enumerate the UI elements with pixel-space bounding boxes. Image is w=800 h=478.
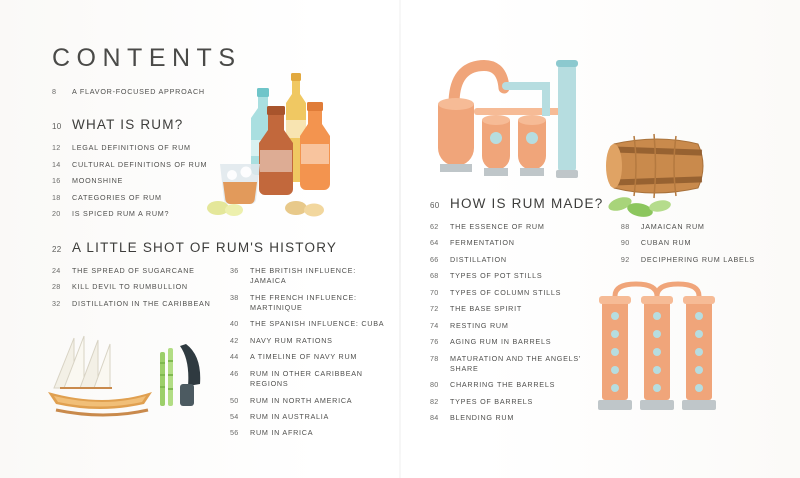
toc-entry-label: NAVY RUM RATIONS — [250, 335, 333, 345]
toc-entry-page-number: 80 — [430, 380, 439, 390]
toc-entry[interactable] — [230, 412, 390, 422]
toc-entry[interactable] — [430, 397, 605, 407]
toc-entry-label: AGING RUM IN BARRELS — [450, 337, 552, 347]
toc-entry-label: A TIMELINE OF NAVY RUM — [250, 352, 358, 362]
toc-entry[interactable] — [430, 354, 605, 375]
toc-entry-page-number: 92 — [620, 254, 630, 264]
toc-entry-label: A FLAVOR-FOCUSED APPROACH — [72, 87, 205, 96]
toc-entry[interactable] — [430, 304, 605, 314]
toc-entry-label: THE FRENCH INFLUENCE: MARTINIQUE — [250, 292, 357, 312]
toc-entry-page-number: 24 — [52, 265, 61, 275]
section-title: A LITTLE SHOT OF RUM'S HISTORY — [72, 239, 338, 255]
toc-entry-label: JAMAICAN RUM — [640, 222, 705, 231]
toc-entry[interactable] — [52, 266, 212, 276]
toc-entry-page-number: 28 — [52, 282, 61, 292]
toc-entry-page-number: 90 — [620, 238, 630, 248]
book-spine — [399, 0, 401, 478]
toc-entry[interactable] — [230, 336, 390, 346]
toc-entry-page-number: 18 — [52, 192, 61, 202]
toc-entry-page-number: 66 — [430, 254, 439, 264]
toc-entry-label: DISTILLATION — [450, 254, 507, 264]
toc-entry-label: TYPES OF POT STILLS — [450, 271, 543, 281]
toc-entry-label: MATURATION AND THE ANGELS' SHARE — [450, 353, 582, 373]
polynesian-canoe-illustration — [40, 330, 220, 420]
toc-entry-label: DISTILLATION IN THE CARIBBEAN — [72, 298, 211, 308]
toc-entry[interactable] — [230, 428, 390, 438]
toc-entry[interactable] — [430, 238, 605, 248]
toc-entry-page-number: 76 — [430, 337, 439, 347]
toc-entry-label: DECIPHERING RUM LABELS — [640, 254, 755, 264]
toc-entry-label: THE SPREAD OF SUGARCANE — [72, 265, 195, 275]
toc-entry-page-number: 70 — [430, 287, 439, 297]
toc-entry-page-number: 88 — [620, 222, 630, 231]
toc-entry-label: CUBAN RUM — [640, 238, 692, 248]
toc-entry[interactable] — [52, 299, 212, 309]
toc-entry[interactable] — [621, 238, 770, 248]
toc-entry[interactable] — [621, 255, 770, 265]
toc-entry-label: RUM IN AUSTRALIA — [250, 412, 330, 421]
toc-entry-page-number: 56 — [230, 428, 239, 438]
toc-entry-page-number: 50 — [230, 395, 239, 405]
toc-entry-label: KILL DEVIL TO RUMBULLION — [72, 282, 188, 292]
toc-entry-page-number: 68 — [430, 271, 439, 281]
toc-entry-page-number: 84 — [430, 413, 439, 423]
toc-entry-label: TYPES OF COLUMN STILLS — [450, 287, 562, 297]
toc-entry[interactable] — [430, 288, 605, 298]
section-title: WHAT IS RUM? — [72, 117, 184, 133]
toc-entry[interactable] — [430, 380, 605, 390]
section-title: HOW IS RUM MADE? — [450, 196, 604, 211]
toc-entry[interactable] — [230, 352, 390, 362]
section-header-rums-history[interactable] — [52, 240, 392, 255]
toc-entry-page-number: 8 — [52, 87, 57, 96]
page-title: CONTENTS — [52, 44, 242, 72]
toc-entry[interactable] — [230, 319, 390, 329]
toc-entry[interactable] — [430, 271, 605, 281]
toc-entry[interactable] — [52, 282, 212, 292]
section-page-number: 22 — [52, 244, 62, 254]
toc-entry-label: RUM IN NORTH AMERICA — [250, 395, 353, 405]
toc-entry-label: IS SPICED RUM A RUM? — [72, 209, 170, 219]
toc-entry-page-number: 42 — [230, 335, 239, 345]
toc-entry[interactable] — [230, 396, 390, 406]
pot-still-illustration — [430, 46, 610, 201]
toc-entry-label: FERMENTATION — [450, 238, 515, 248]
toc-entry-label: RUM IN OTHER CARIBBEAN REGIONS — [250, 368, 363, 389]
toc-entry[interactable] — [430, 413, 605, 423]
toc-entry-page-number: 20 — [52, 209, 61, 219]
toc-entry-label: THE BRITISH INFLUENCE: JAMAICA — [250, 265, 356, 286]
toc-entry-page-number: 40 — [230, 319, 239, 329]
oak-barrel-illustration — [596, 128, 726, 238]
toc-entry-label: MOONSHINE — [72, 176, 124, 186]
toc-entry-page-number: 36 — [230, 265, 239, 275]
toc-entry-label: THE SPANISH INFLUENCE: CUBA — [250, 319, 385, 329]
toc-entry-page-number: 72 — [430, 304, 439, 314]
toc-entry[interactable] — [430, 222, 605, 232]
toc-entry-page-number: 32 — [52, 298, 61, 308]
toc-entry-page-number: 14 — [52, 159, 61, 169]
toc-entry-page-number: 78 — [430, 353, 439, 363]
toc-entry-label: THE BASE SPIRIT — [450, 304, 522, 314]
toc-entry-label: BLENDING RUM — [450, 413, 515, 423]
toc-entry[interactable] — [430, 255, 605, 265]
toc-entry-page-number: 12 — [52, 143, 61, 153]
toc-entry-label: CHARRING THE BARRELS — [450, 380, 556, 390]
toc-entry-page-number: 46 — [230, 368, 239, 378]
column-stills-illustration — [592, 290, 762, 450]
toc-entry-label: TYPES OF BARRELS — [450, 396, 534, 406]
rum-bottles-illustration — [196, 58, 356, 218]
toc-entry[interactable] — [430, 337, 605, 347]
toc-entry-label: RESTING RUM — [450, 320, 509, 330]
toc-entry-page-number: 54 — [230, 412, 239, 421]
toc-entry-page-number: 44 — [230, 352, 239, 362]
toc-entry-page-number: 38 — [230, 292, 239, 302]
toc-entry[interactable] — [230, 266, 390, 287]
toc-column-right — [230, 266, 390, 445]
section-page-number: 10 — [52, 122, 62, 132]
toc-entry-page-number: 64 — [430, 238, 439, 248]
toc-entry-label: THE ESSENCE OF RUM — [450, 222, 545, 231]
toc-entry[interactable] — [230, 369, 390, 390]
toc-entry-label: CATEGORIES OF RUM — [72, 192, 162, 202]
toc-entry-page-number: 16 — [52, 176, 61, 186]
toc-entry-page-number: 82 — [430, 396, 439, 406]
section-page-number: 60 — [430, 201, 440, 210]
toc-entry[interactable] — [230, 293, 390, 314]
toc-entry-label: RUM IN AFRICA — [250, 428, 314, 438]
toc-entry-page-number: 62 — [430, 222, 439, 231]
toc-column-left — [430, 222, 605, 430]
toc-entry-label: LEGAL DEFINITIONS OF RUM — [72, 143, 191, 153]
toc-entry-page-number: 74 — [430, 320, 439, 330]
toc-entry-label: CULTURAL DEFINITIONS OF RUM — [72, 159, 208, 169]
toc-entry[interactable] — [430, 321, 605, 331]
